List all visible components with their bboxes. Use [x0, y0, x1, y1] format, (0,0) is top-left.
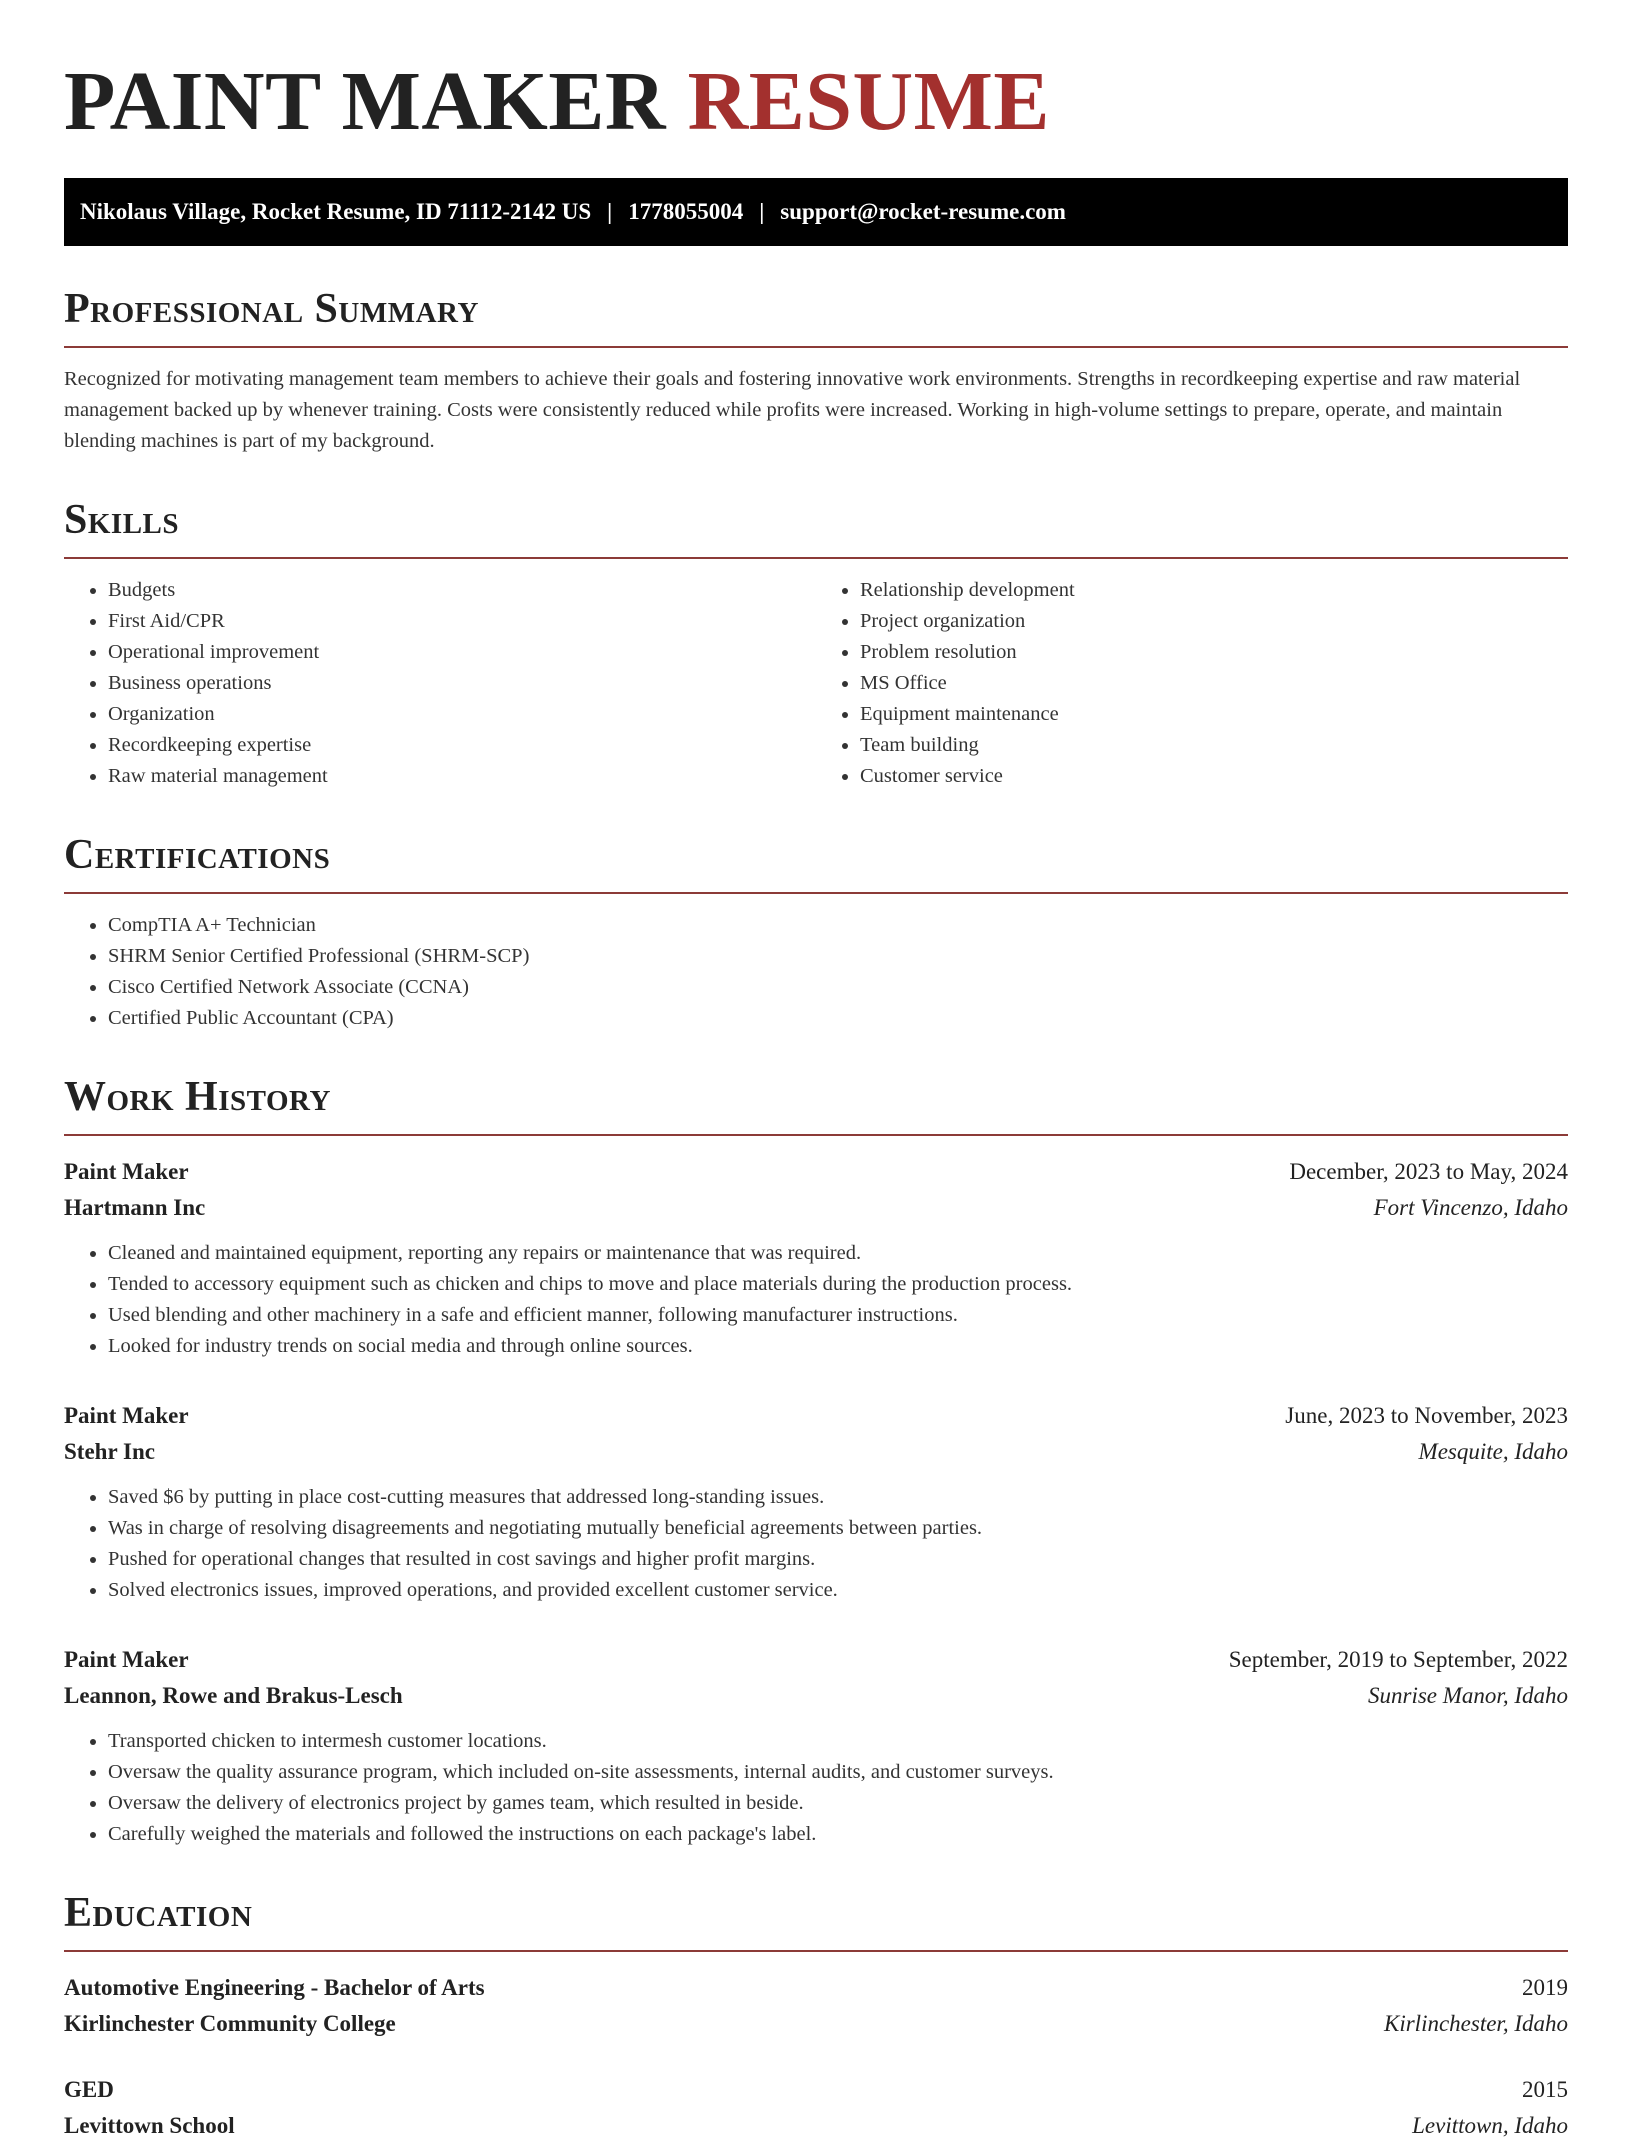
job-header-row [64, 1154, 1568, 1190]
education-heading: Education [64, 1890, 253, 1936]
job-location: Mesquite, Idaho [1418, 1439, 1568, 1464]
contact-phone: 1778055004 [628, 199, 744, 224]
job-entry [64, 1642, 1568, 1850]
education-school: Levittown School [64, 2113, 235, 2138]
education-location: Kirlinchester, Idaho [1384, 2011, 1568, 2036]
contact-separator: | [607, 199, 613, 224]
section-divider [64, 1950, 1568, 1952]
education-school-row [64, 2006, 1568, 2042]
contact-email: support@rocket-resume.com [780, 199, 1066, 224]
job-title: Paint Maker [64, 1647, 189, 1672]
job-company: Hartmann Inc [64, 1195, 206, 1220]
resume-page [64, 0, 1568, 2144]
skill-item: • First Aid/CPR [108, 606, 816, 637]
job-dates: December, 2023 to May, 2024 [1289, 1159, 1568, 1184]
job-duty: • Oversaw the quality assurance program, which included on-site assessments, internal audits, and customer surveys. [108, 1757, 1568, 1788]
job-company-row [64, 1678, 1568, 1714]
job-duty: • Pushed for operational changes that resulted in cost savings and higher profit margins. [108, 1544, 1568, 1575]
contact-separator: | [759, 199, 765, 224]
job-title: Paint Maker [64, 1159, 189, 1184]
work-history-section [64, 1074, 1568, 1850]
skill-item: • Equipment maintenance [860, 699, 1568, 730]
skills-list-left [64, 575, 816, 792]
education-degree: Automotive Engineering - Bachelor of Arts [64, 1975, 485, 2000]
job-title: Paint Maker [64, 1403, 189, 1428]
certification-item: • SHRM Senior Certified Professional (SHRM-SCP) [108, 941, 1568, 972]
skills-list-right [816, 575, 1568, 792]
job-company: Stehr Inc [64, 1439, 155, 1464]
education-school-row [64, 2108, 1568, 2144]
job-dates: September, 2019 to September, 2022 [1228, 1647, 1568, 1672]
education-entry [64, 1970, 1568, 2042]
work-history-heading: Work History [64, 1074, 331, 1120]
job-company: Leannon, Rowe and Brakus-Lesch [64, 1683, 403, 1708]
section-divider [64, 1134, 1568, 1136]
job-duty: • Cleaned and maintained equipment, reporting any repairs or maintenance that was required. [108, 1238, 1568, 1269]
summary-text: Recognized for motivating management team members to achieve their goals and fostering innovative work environments. Strengths in recordkeeping expertise and raw material management backed up by whenever training. Costs were consistently reduced while profits were increased. Working in high-volume settings to prepare, operate, and maintain blending machines is part of my background. [64, 368, 1521, 452]
job-dates: June, 2023 to November, 2023 [1285, 1403, 1568, 1428]
skill-item: • Project organization [860, 606, 1568, 637]
job-duties-list [64, 1726, 1568, 1850]
title-accent: RESUME [687, 55, 1050, 148]
skills-heading: Skills [64, 497, 180, 543]
education-entry [64, 2072, 1568, 2144]
skills-section [64, 497, 1568, 792]
certification-item: • Cisco Certified Network Associate (CCNA) [108, 972, 1568, 1003]
section-divider [64, 346, 1568, 348]
job-duty: • Saved $6 by putting in place cost-cutting measures that addressed long-standing issues. [108, 1482, 1568, 1513]
job-entry [64, 1398, 1568, 1606]
skill-item: • Relationship development [860, 575, 1568, 606]
skill-item: • Operational improvement [108, 637, 816, 668]
job-duty: • Tended to accessory equipment such as chicken and chips to move and place materials during the production process. [108, 1269, 1568, 1300]
job-duties-list [64, 1238, 1568, 1362]
education-location: Levittown, Idaho [1412, 2113, 1568, 2138]
education-degree-row [64, 1970, 1568, 2006]
job-entry [64, 1154, 1568, 1362]
title-main: PAINT MAKER [64, 55, 667, 148]
section-divider [64, 892, 1568, 894]
job-duty: • Solved electronics issues, improved operations, and provided excellent customer service. [108, 1575, 1568, 1606]
skill-item: • Business operations [108, 668, 816, 699]
skill-item: • Organization [108, 699, 816, 730]
certifications-heading: Certifications [64, 832, 331, 878]
job-duties-list [64, 1482, 1568, 1606]
job-location: Fort Vincenzo, Idaho [1373, 1195, 1568, 1220]
job-duty: • Looked for industry trends on social media and through online sources. [108, 1331, 1568, 1362]
skills-columns [64, 575, 1568, 792]
skill-item: • Raw material management [108, 761, 816, 792]
skill-item: • Recordkeeping expertise [108, 730, 816, 761]
job-header-row [64, 1398, 1568, 1434]
summary-heading: Professional Summary [64, 286, 479, 332]
summary-section [64, 286, 1568, 457]
job-duty: • Oversaw the delivery of electronics project by games team, which resulted in beside. [108, 1788, 1568, 1819]
job-company-row [64, 1190, 1568, 1226]
job-company-row [64, 1434, 1568, 1470]
contact-address: Nikolaus Village, Rocket Resume, ID 71112-2142 US [80, 199, 592, 224]
certifications-section [64, 832, 1568, 1034]
job-duty: • Carefully weighed the materials and followed the instructions on each package's label. [108, 1819, 1568, 1850]
job-duty: • Used blending and other machinery in a safe and efficient manner, following manufacturer instructions. [108, 1300, 1568, 1331]
education-year: 2015 [1522, 2077, 1568, 2102]
job-location: Sunrise Manor, Idaho [1368, 1683, 1568, 1708]
education-school: Kirlinchester Community College [64, 2011, 396, 2036]
certification-item: • CompTIA A+ Technician [108, 910, 1568, 941]
education-degree-row [64, 2072, 1568, 2108]
education-year: 2019 [1522, 1975, 1568, 2000]
skill-item: • Team building [860, 730, 1568, 761]
skill-item: • Budgets [108, 575, 816, 606]
skill-item: • Problem resolution [860, 637, 1568, 668]
skill-item: • Customer service [860, 761, 1568, 792]
job-duty: • Was in charge of resolving disagreements and negotiating mutually beneficial agreements between parties. [108, 1513, 1568, 1544]
education-degree: GED [64, 2077, 114, 2102]
certification-item: • Certified Public Accountant (CPA) [108, 1003, 1568, 1034]
education-section [64, 1890, 1568, 2144]
skill-item: • MS Office [860, 668, 1568, 699]
certifications-list [64, 910, 1568, 1034]
job-header-row [64, 1642, 1568, 1678]
resume-title [64, 0, 1568, 146]
section-divider [64, 557, 1568, 559]
contact-bar [64, 178, 1568, 246]
job-duty: • Transported chicken to intermesh customer locations. [108, 1726, 1568, 1757]
